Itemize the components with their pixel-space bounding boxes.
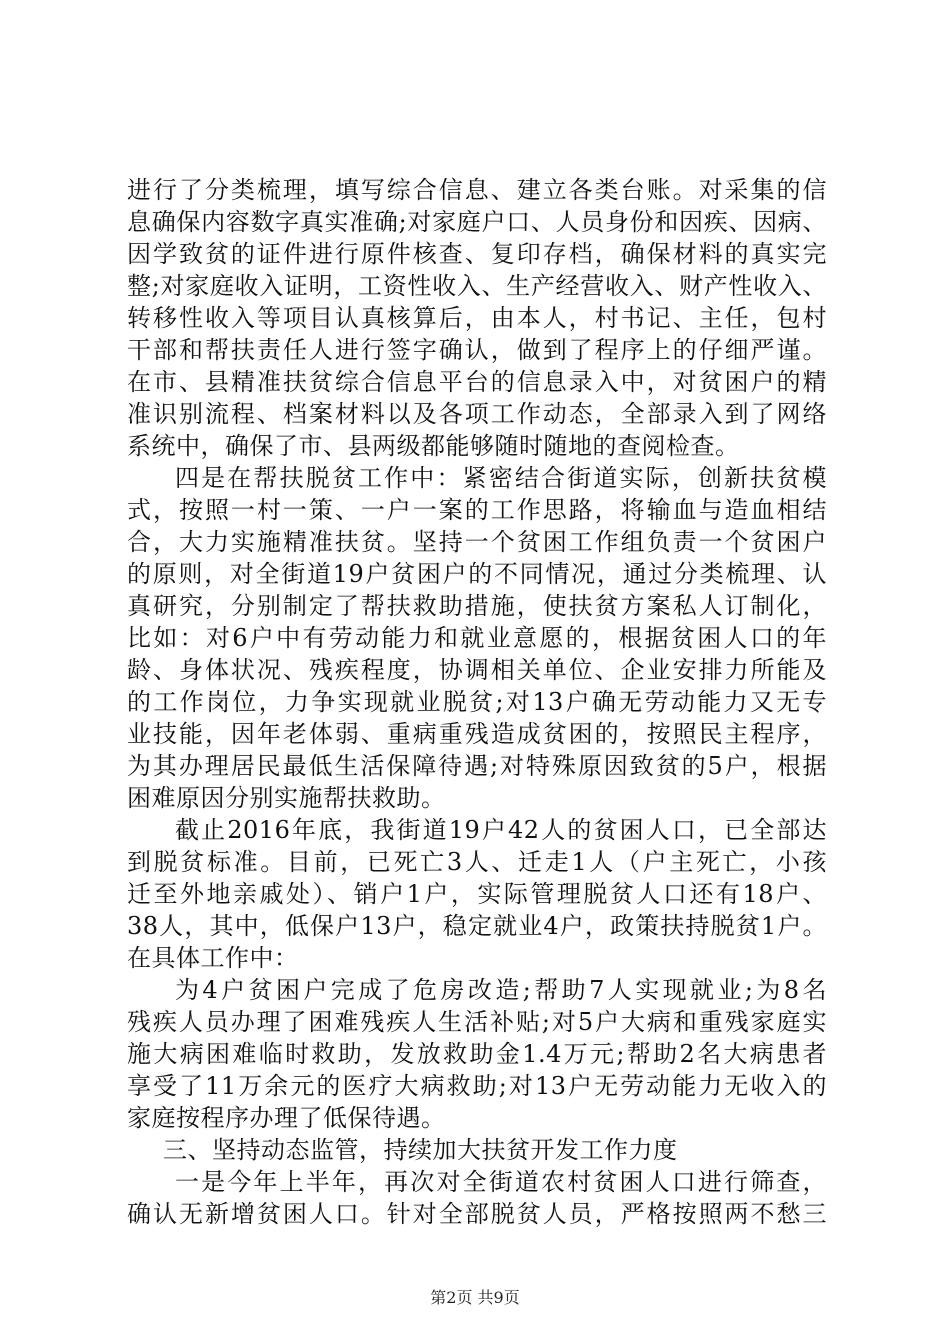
text-line: 因学致贫的证件进行原件核查、复印存档，确保材料的真实完 bbox=[127, 240, 827, 268]
paragraph-start-line: 一是今年上半年，再次对全街道农村贫困人口进行筛查， bbox=[175, 1168, 827, 1196]
text-line: 在具体工作中： bbox=[127, 944, 299, 972]
text-line: 38人，其中，低保户13户，稳定就业4户，政策扶持脱贫1户。 bbox=[127, 912, 827, 940]
text-line: 龄、身体状况、残疾程度，协调相关单位、企业安排力所能及 bbox=[127, 656, 827, 684]
text-line: 享受了11万余元的医疗大病救助;对13户无劳动能力无收入的 bbox=[127, 1072, 827, 1100]
page-number: 第2页 bbox=[430, 1288, 473, 1307]
text-line: 施大病困难临时救助，发放救助金1.4万元;帮助2名大病患者 bbox=[127, 1040, 827, 1068]
text-line: 在市、县精准扶贫综合信息平台的信息录入中，对贫困户的精 bbox=[127, 368, 827, 396]
text-line: 残疾人员办理了困难残疾人生活补贴;对5户大病和重残家庭实 bbox=[127, 1008, 827, 1036]
text-line: 比如：对6户中有劳动能力和就业意愿的，根据贫困人口的年 bbox=[127, 624, 827, 652]
text-line: 确认无新增贫困人口。针对全部脱贫人员，严格按照两不愁三 bbox=[127, 1200, 827, 1228]
text-line: 合，大力实施精准扶贫。坚持一个贫困工作组负责一个贫困户 bbox=[127, 528, 827, 556]
text-line: 真研究，分别制定了帮扶救助措施，使扶贫方案私人订制化， bbox=[127, 592, 827, 620]
text-line: 干部和帮扶责任人进行签字确认，做到了程序上的仔细严谨。 bbox=[127, 336, 827, 364]
paragraph-start-line: 截止2016年底，我街道19户42人的贫困人口，已全部达 bbox=[175, 816, 827, 844]
page-total: 共9页 bbox=[477, 1288, 520, 1307]
section-heading: 三、坚持动态监管，持续加大扶贫开发工作力度 bbox=[163, 1136, 678, 1164]
text-line: 转移性收入等项目认真核算后，由本人，村书记、主任，包村 bbox=[127, 304, 827, 332]
text-line: 到脱贫标准。目前，已死亡3人、迁走1人（户主死亡，小孩 bbox=[127, 848, 827, 876]
text-line: 息确保内容数字真实准确;对家庭户口、人员身份和因疾、因病、 bbox=[127, 208, 827, 236]
paragraph-start-line: 四是在帮扶脱贫工作中：紧密结合街道实际，创新扶贫模 bbox=[175, 464, 827, 492]
document-body bbox=[127, 174, 827, 1230]
text-line: 的原则，对全街道19户贫困户的不同情况，通过分类梳理、认 bbox=[127, 560, 827, 588]
page-footer bbox=[0, 1288, 950, 1308]
paragraph-start-line: 为4户贫困户完成了危房改造;帮助7人实现就业;为8名 bbox=[175, 976, 827, 1004]
text-line: 系统中，确保了市、县两级都能够随时随地的查阅检查。 bbox=[127, 432, 740, 460]
text-line: 进行了分类梳理，填写综合信息、建立各类台账。对采集的信 bbox=[127, 176, 827, 204]
text-line: 迁至外地亲戚处）、销户1户，实际管理脱贫人口还有18户、 bbox=[127, 880, 827, 908]
text-line: 整;对家庭收入证明，工资性收入、生产经营收入、财产性收入、 bbox=[127, 272, 827, 300]
text-line: 的工作岗位，力争实现就业脱贫;对13户确无劳动能力又无专 bbox=[127, 688, 827, 716]
text-line: 准识别流程、档案材料以及各项工作动态，全部录入到了网络 bbox=[127, 400, 827, 428]
text-line: 业技能，因年老体弱、重病重残造成贫困的，按照民主程序， bbox=[127, 720, 827, 748]
text-line: 困难原因分别实施帮扶救助。 bbox=[127, 784, 446, 812]
text-line: 家庭按程序办理了低保待遇。 bbox=[127, 1104, 446, 1132]
text-line: 式，按照一村一策、一户一案的工作思路，将输血与造血相结 bbox=[127, 496, 827, 524]
text-line: 为其办理居民最低生活保障待遇;对特殊原因致贫的5户，根据 bbox=[127, 752, 827, 780]
